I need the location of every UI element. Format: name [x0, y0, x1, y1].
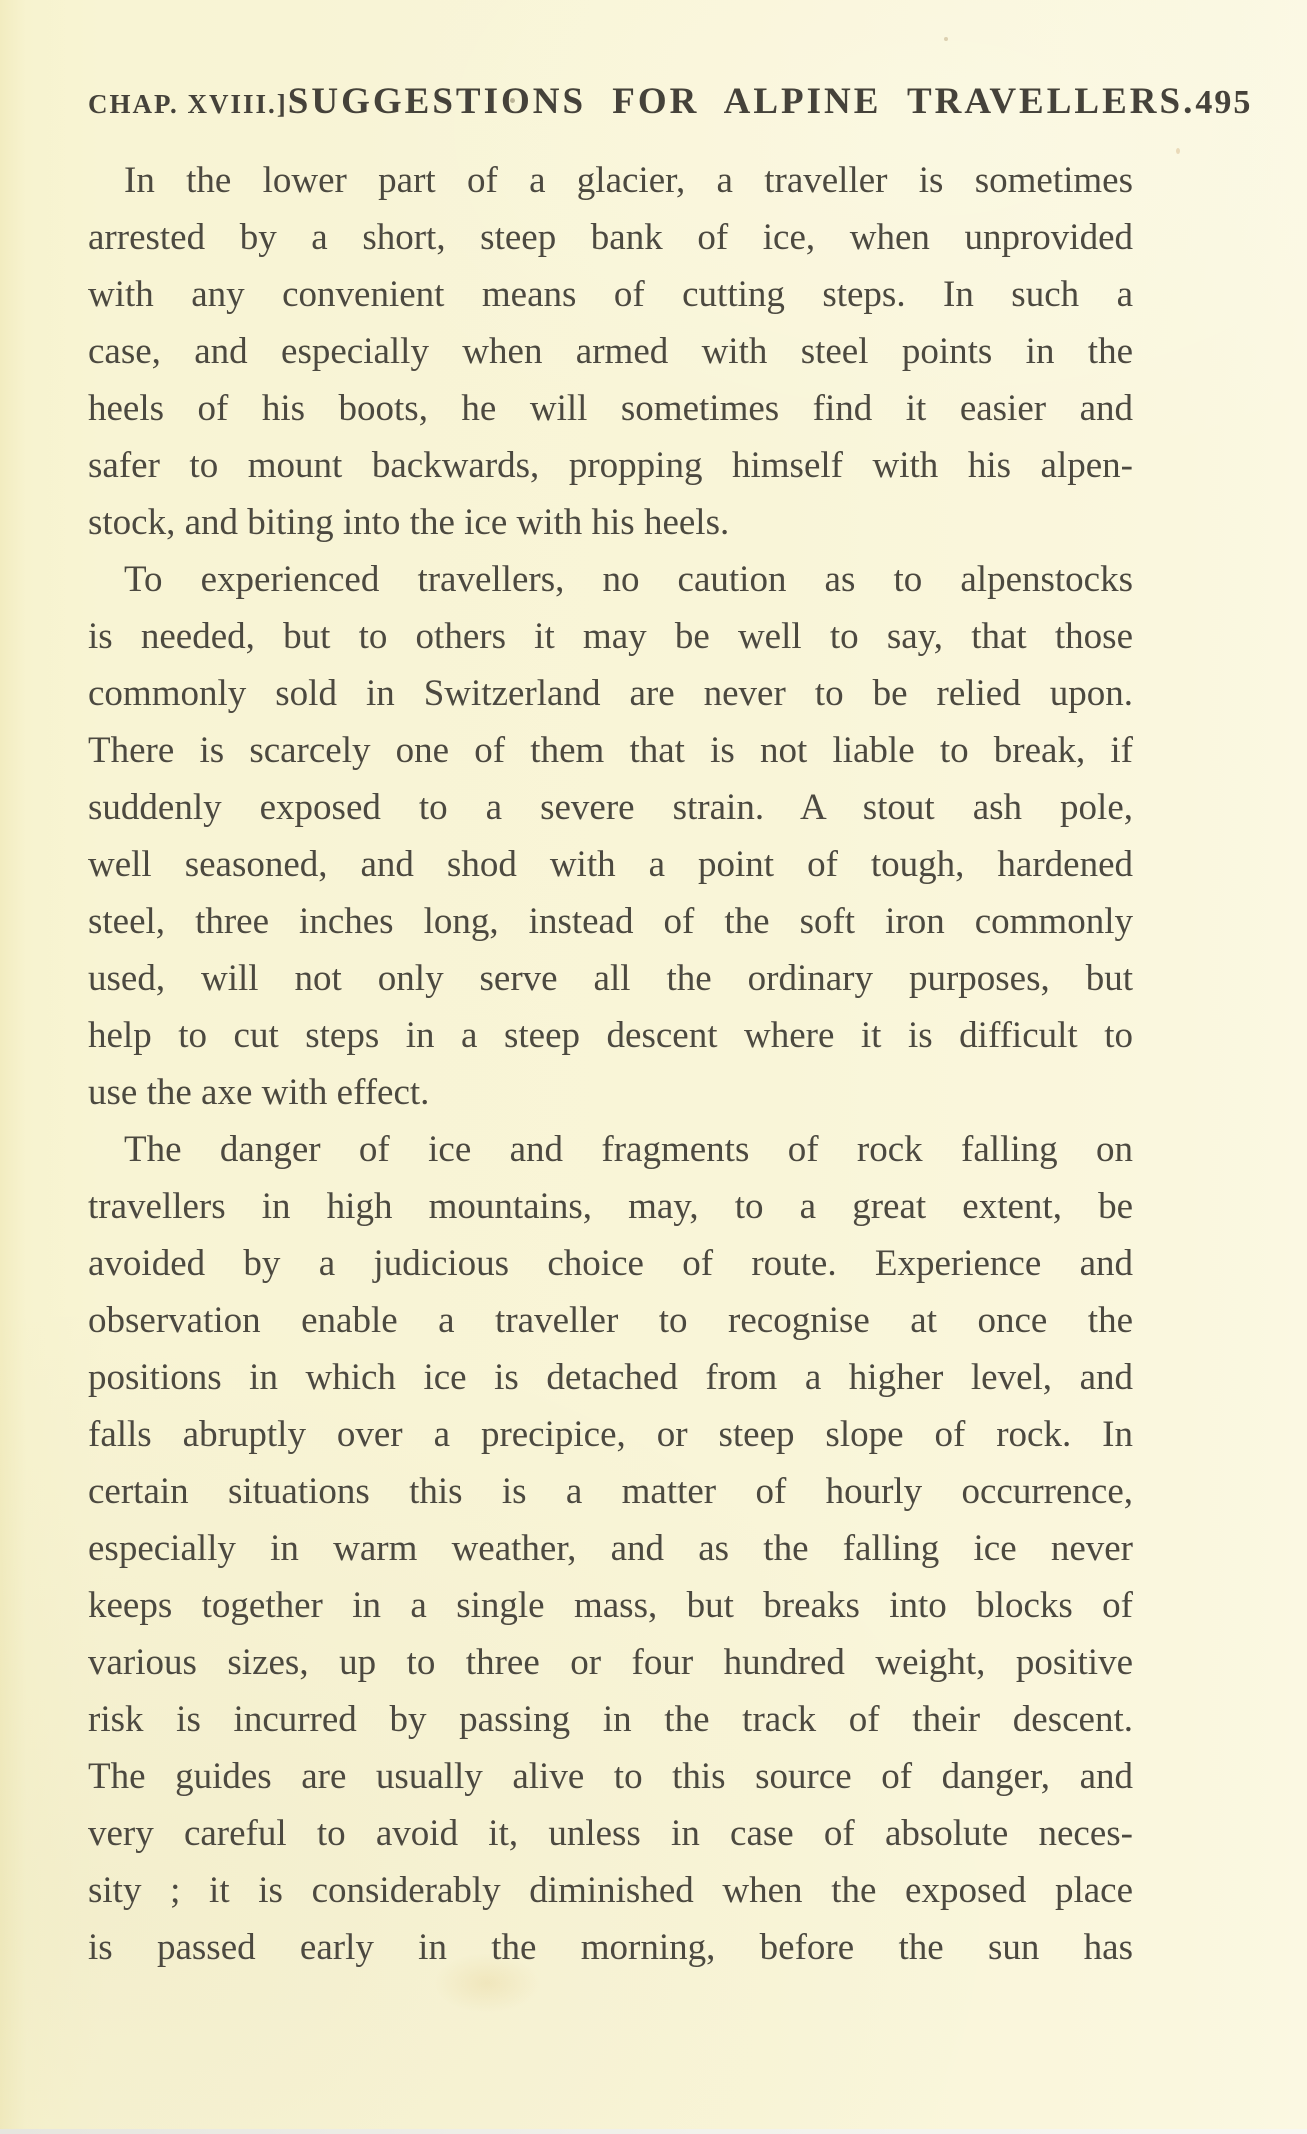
scan-speck: [1176, 148, 1180, 154]
scan-speck: [944, 37, 948, 41]
text-line: falls abruptly over a precipice, or steep slope of rock. In: [88, 1414, 1133, 1455]
text-line: certain situations this is a matter of hourly occurrence,: [88, 1471, 1133, 1512]
paragraph: [88, 152, 1133, 551]
text-line: is needed, but to others it may be well to say, that those: [88, 616, 1133, 657]
text-line: well seasoned, and shod with a point of tough, hardened: [88, 844, 1133, 885]
text-line: The guides are usually alive to this source of danger, and: [88, 1756, 1133, 1797]
text-line: To experienced travellers, no caution as to alpenstocks: [124, 559, 1133, 600]
text-line: especially in warm weather, and as the falling ice never: [88, 1528, 1133, 1569]
text-line: is passed early in the morning, before the sun has: [88, 1927, 1133, 1968]
text-line: help to cut steps in a steep descent where it is difficult to: [88, 1015, 1133, 1056]
text-line: avoided by a judicious choice of route. Experience and: [88, 1243, 1133, 1284]
page-number: 495: [1195, 84, 1253, 121]
text-line: The danger of ice and fragments of rock falling on: [124, 1129, 1133, 1170]
text-line: positions in which ice is detached from a higher level, and: [88, 1357, 1133, 1398]
text-line: In the lower part of a glacier, a traveller is sometimes: [124, 160, 1133, 201]
text-line: commonly sold in Switzerland are never to be relied upon.: [88, 673, 1133, 714]
text-line: suddenly exposed to a severe strain. A stout ash pole,: [88, 787, 1133, 828]
text-line: steel, three inches long, instead of the soft iron commonly: [88, 901, 1133, 942]
running-title: SUGGESTIONS FOR ALPINE TRAVELLERS.: [287, 81, 1196, 122]
text-line: stock, and biting into the ice with his heels.: [88, 502, 730, 543]
text-line: observation enable a traveller to recognise at once the: [88, 1300, 1133, 1341]
paragraph: [88, 1121, 1133, 1976]
text-line: various sizes, up to three or four hundred weight, positive: [88, 1642, 1133, 1683]
text-line: with any convenient means of cutting steps. In such a: [88, 274, 1133, 315]
text-line: arrested by a short, steep bank of ice, when unprovided: [88, 217, 1133, 258]
text-line: travellers in high mountains, may, to a great extent, be: [88, 1186, 1133, 1227]
text-line: heels of his boots, he will sometimes find it easier and: [88, 388, 1133, 429]
scan-edge-bottom: [0, 2129, 1307, 2134]
chapter-label: CHAP. XVIII.]: [88, 89, 288, 119]
text-line: sity ; it is considerably diminished when the exposed place: [88, 1870, 1133, 1911]
text-line: risk is incurred by passing in the track of their descent.: [88, 1699, 1133, 1740]
text-line: use the axe with effect.: [88, 1072, 430, 1113]
page-body: [88, 152, 1133, 1976]
paragraph: [88, 551, 1133, 1121]
text-line: keeps together in a single mass, but breaks into blocks of: [88, 1585, 1133, 1626]
text-line: case, and especially when armed with steel points in the: [88, 331, 1133, 372]
page-header: [88, 80, 1253, 123]
text-line: There is scarcely one of them that is not liable to break, if: [88, 730, 1133, 771]
text-line: very careful to avoid it, unless in case of absolute neces-: [88, 1813, 1133, 1854]
text-line: safer to mount backwards, propping himself with his alpen-: [88, 445, 1133, 486]
text-line: used, will not only serve all the ordinary purposes, but: [88, 958, 1133, 999]
